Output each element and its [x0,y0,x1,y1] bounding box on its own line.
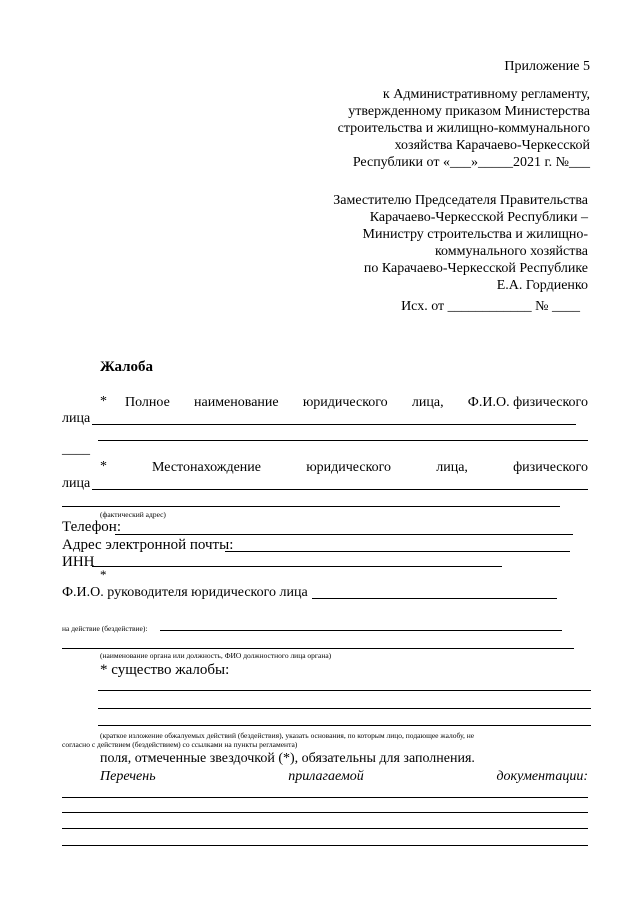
full-name-label-cont: лица [62,411,91,426]
phone-field[interactable] [115,534,573,535]
required-star: * [100,459,107,474]
required-star: * [100,394,107,409]
location-label: Местонахождение юридического лица, физического [152,460,588,475]
regulation-line: утвержденному приказом Министерства [348,104,590,119]
location-field[interactable] [92,489,588,490]
addressee-line: Е.А. Гордиенко [496,278,588,293]
actual-address-note: (фактический адрес) [100,510,166,519]
documents-field-2[interactable] [62,812,588,813]
appendix-number: Приложение 5 [504,59,590,74]
organ-note: (наименование органа или должность, ФИО должностного лица органа) [100,651,332,660]
full-name-field[interactable] [92,424,576,425]
full-name-label: Полное наименование юридического лица, Ф.И.О. физического [125,395,588,410]
brief-note-1: (краткое изложение обжалуемых действий (бездействия), указать основания, по которым лицо, подающее жалобу, не [100,731,475,740]
essence-field-1[interactable] [98,690,591,691]
phone-label: Телефон: [62,519,121,535]
documents-field-3[interactable] [62,828,588,829]
essence-field-3[interactable] [98,725,591,726]
documents-label: Перечень прилагаемой документации: [100,769,588,784]
inn-label: ИНН [62,554,95,570]
required-star: * [100,567,107,582]
regulation-line: Республики от «___»_____2021 г. №___ [352,155,590,170]
essence-label: * существо жалобы: [100,662,230,678]
regulation-line: хозяйства Карачаево-Черкесской [394,138,590,153]
complaint-title: Жалоба [100,359,154,375]
regulation-line: строительства и жилищно-коммунального [337,121,590,136]
addressee-line: Заместителю Председателя Правительства [333,193,588,208]
location-label-cont: лица [62,476,91,491]
action-label: на действие (бездействие): [62,624,148,633]
documents-field-1[interactable] [62,797,588,798]
email-field[interactable] [225,551,570,552]
inn-field[interactable] [92,566,502,567]
addressee-line: Карачаево-Черкесской Республики – [369,210,588,225]
full-name-field-2[interactable] [98,440,588,441]
required-fields-note: поля, отмеченные звездочкой (*), обязательны для заполнения. [100,751,475,766]
addressee-block [288,192,588,294]
head-name-field[interactable] [312,598,557,599]
essence-field-2[interactable] [98,708,591,709]
documents-field-4[interactable] [62,845,588,846]
addressee-line: по Карачаево-Черкесской Республике [363,261,588,276]
email-label: Адрес электронной почты: [62,537,234,553]
action-field[interactable] [160,630,562,631]
location-field-2[interactable] [62,506,560,507]
addressee-line: Министру строительства и жилищно- [362,227,588,242]
action-field-2[interactable] [62,648,574,649]
outgoing-number: Исх. от ____________ № ____ [401,299,580,314]
head-name-label: Ф.И.О. руководителя юридического лица [62,585,308,600]
brief-note-2: согласно с действием (бездействием) со ссылками на пункты регламента) [62,740,298,749]
regulation-line: к Административному регламенту, [382,87,590,102]
full-name-dash: ____ [62,442,90,457]
addressee-line: коммунального хозяйства [434,244,588,259]
regulation-reference [290,86,590,171]
